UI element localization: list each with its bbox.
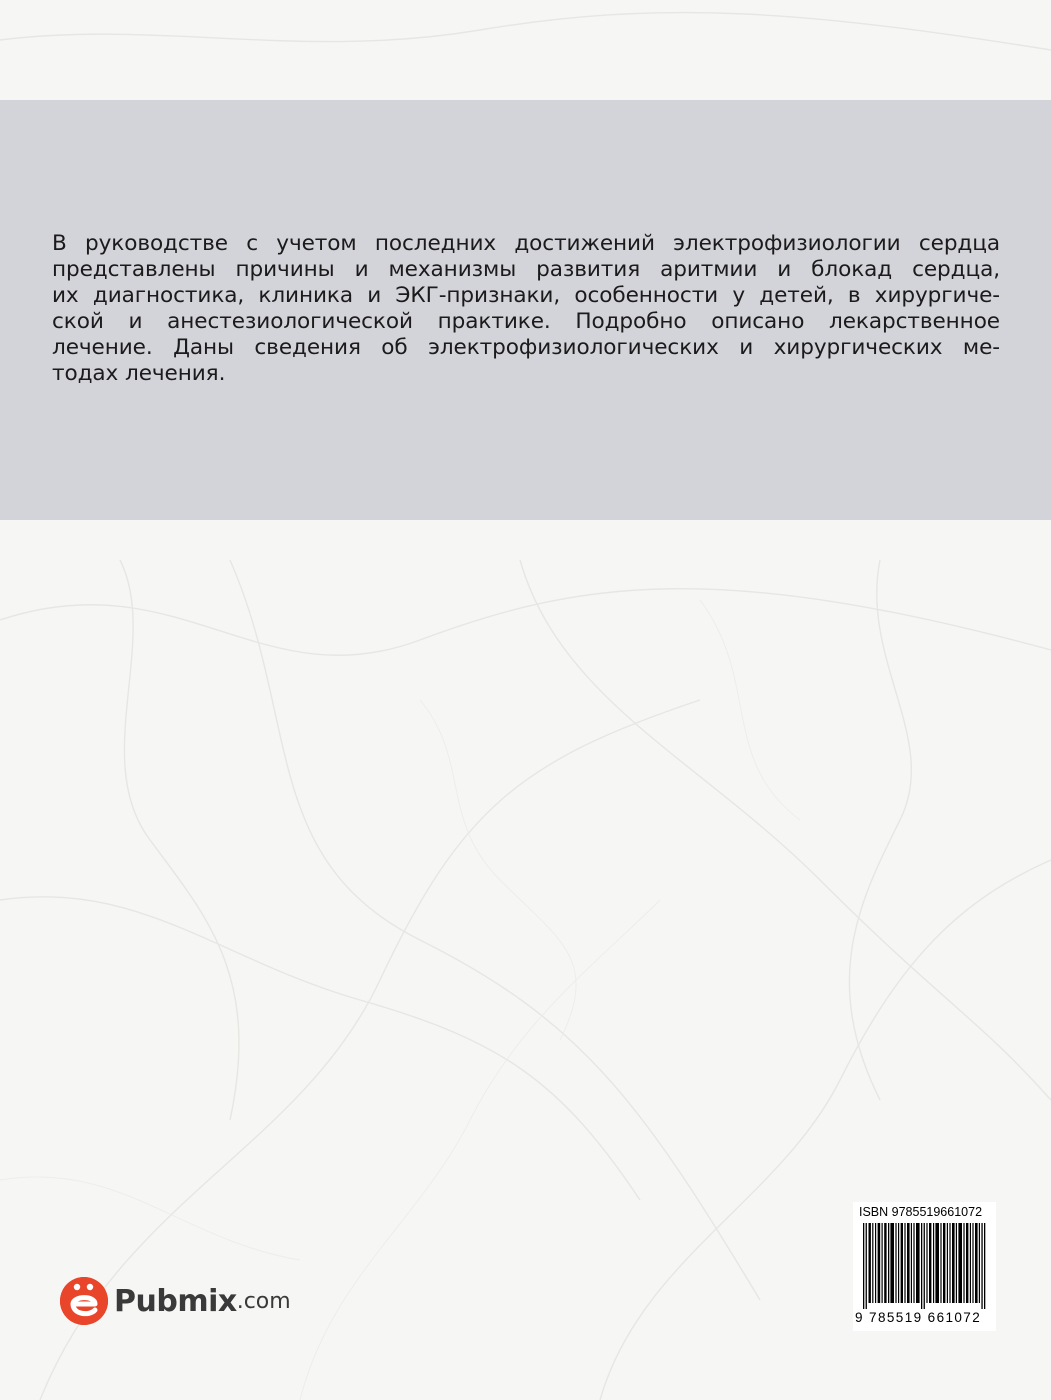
isbn-label: ISBN 9785519661072: [859, 1205, 983, 1219]
isbn-barcode: [853, 1202, 996, 1331]
book-description: [52, 231, 1000, 387]
description-line: их диагностика, клиника и ЭКГ-признаки, особенности у детей, в хирургиче-: [52, 283, 1000, 308]
publisher-name: Pubmix: [114, 1283, 237, 1319]
description-line: лечение. Даны сведения об электрофизиологических и хирургических ме-: [52, 335, 1000, 360]
description-line: ской и анестезиологической практике. Подробно описано лекарственное: [52, 309, 1000, 334]
publisher-domain: .com: [236, 1288, 291, 1314]
barcode-digits: 9 785519 661072: [855, 1310, 982, 1325]
barcode-bars: [863, 1223, 989, 1309]
publisher-logo: [60, 1275, 291, 1327]
description-line: тодах лечения.: [52, 361, 226, 386]
description-line: В руководстве с учетом последних достижений электрофизиологии сердца: [52, 231, 1000, 256]
publisher-logo-icon: [60, 1277, 108, 1325]
description-line: представлены причины и механизмы развития аритмии и блокад сердца,: [52, 257, 1000, 282]
